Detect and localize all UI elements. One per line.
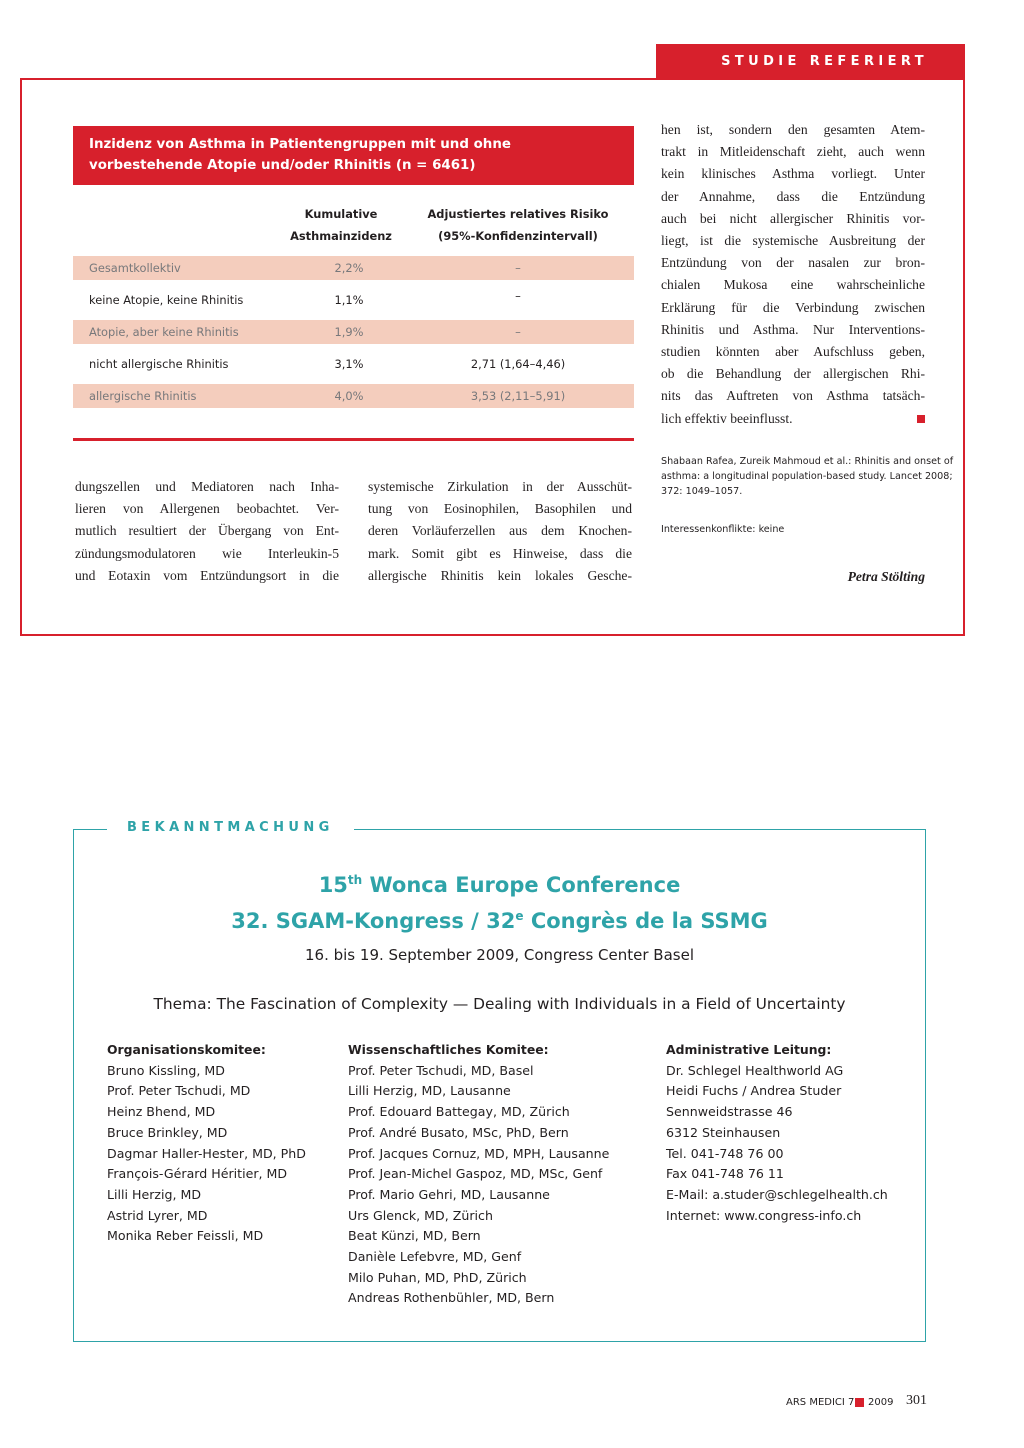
header-line: (95%-Konfidenzintervall) [438, 229, 598, 243]
email-address[interactable]: E-Mail: a.studer@schlegelhealth.ch [666, 1186, 888, 1202]
text-line: hen ist, sondern den gesamten Atem- [661, 122, 925, 137]
end-mark-icon [917, 415, 925, 423]
row-incidence: 1,9% [334, 325, 364, 339]
row-label: Atopie, aber keine Rhinitis [89, 325, 239, 339]
list-item: Prof. Jacques Cornuz, MD, MPH, Lausanne [348, 1145, 610, 1161]
row-label: Gesamtkollektiv [89, 261, 181, 275]
list-item: Urs Glenck, MD, Zürich [348, 1207, 493, 1223]
committee-heading: Wissenschaftliches Komitee: [348, 1042, 549, 1057]
table-title-line-1: Inzidenz von Asthma in Patientengruppen mit und ohne [89, 137, 511, 152]
table-title [73, 126, 634, 185]
admin-heading: Administrative Leitung: [666, 1042, 832, 1057]
conference-theme: Thema: The Fascination of Complexity — Dealing with Individuals in a Field of Uncertainty [153, 995, 846, 1013]
text-line: Erklärung für die Verbindung zwischen [661, 299, 925, 315]
text-line: lieren von Allergenen beobachtet. Ver- [75, 501, 339, 517]
row-risk: – [515, 289, 521, 303]
header-line: Asthmainzidenz [290, 229, 392, 243]
table-row [73, 288, 634, 312]
text-line: systemische Zirkulation in der Ausschüt- [368, 479, 632, 494]
list-item: Milo Puhan, MD, PhD, Zürich [348, 1269, 527, 1285]
list-item: Lilli Herzig, MD, Lausanne [348, 1083, 511, 1099]
list-item: Prof. Edouard Battegay, MD, Zürich [348, 1104, 570, 1120]
list-item: Heinz Bhend, MD [107, 1104, 216, 1120]
text-line: trakt in Mitleidenschaft zieht, auch wenn [661, 144, 925, 160]
text-line: liegt, ist die systemische Ausbreitung der [661, 233, 925, 249]
street-address: Sennweidstrasse 46 [666, 1104, 793, 1120]
organising-committee [107, 1040, 337, 1247]
reference-line: asthma: a longitudinal population-based study. Lancet 2008; [661, 471, 953, 482]
website-link[interactable]: Internet: www.congress-info.ch [666, 1207, 862, 1223]
table-col-header-incidence [283, 203, 399, 247]
conflicts-of-interest: Interessenkonflikte: keine [661, 524, 785, 535]
row-incidence: 1,1% [334, 293, 364, 307]
row-label: allergische Rhinitis [89, 389, 197, 403]
list-item: François-Gérard Héritier, MD [107, 1166, 288, 1182]
page-number: 301 [906, 1393, 927, 1408]
text-line: lich effektiv beeinflusst. [661, 410, 793, 426]
reference-line: Shabaan Rafea, Zureik Mahmoud et al.: Rhinitis and onset of [661, 456, 954, 467]
admin-contact [666, 1061, 921, 1227]
list-item: Prof. André Busato, MSc, PhD, Bern [348, 1124, 569, 1140]
row-label: nicht allergische Rhinitis [89, 357, 229, 371]
committee-members [348, 1061, 648, 1309]
announcement-label: BEKANNTMACHUNG [107, 816, 354, 840]
committee-heading: Organisationskomitee: [107, 1042, 266, 1057]
author-name: Petra Stölting [847, 569, 925, 584]
journal-name: ARS MEDICI 7 [786, 1397, 855, 1408]
text-line: chialen Mukosa eine wahrscheinliche [661, 277, 925, 293]
section-header [656, 44, 965, 79]
table-title-line-2: vorbestehende Atopie und/oder Rhinitis (n = 6461) [89, 158, 476, 173]
journal-year: 2009 [868, 1397, 894, 1408]
title-text: 32. SGAM-Kongress / 32 [231, 909, 516, 933]
table-row [73, 320, 634, 344]
page-footer [760, 1392, 928, 1412]
text-line: Entzündung von der nasalen zur bron- [661, 255, 925, 271]
row-risk: – [515, 261, 521, 275]
list-item: Beat Künzi, MD, Bern [348, 1228, 481, 1244]
table-row [73, 256, 634, 280]
company-name: Dr. Schlegel Healthworld AG [666, 1062, 844, 1078]
table-bottom-rule [73, 438, 634, 441]
list-item: Andreas Rothenbühler, MD, Bern [348, 1290, 555, 1306]
text-line: ob die Behandlung der allergischen Rhi- [661, 366, 925, 382]
list-item: Bruno Kissling, MD [107, 1062, 225, 1078]
list-item: Prof. Jean-Michel Gaspoz, MD, MSc, Genf [348, 1166, 603, 1182]
list-item: Prof. Peter Tschudi, MD, Basel [348, 1062, 534, 1078]
table-col-header-risk [413, 203, 623, 247]
text-line: Rhinitis und Asthma. Nur Interventions- [661, 321, 925, 337]
text-line: mutlich resultiert der Übergang von Ent- [75, 523, 339, 539]
committee-members [107, 1061, 337, 1247]
title-superscript: e [515, 909, 524, 923]
footer-square-icon [855, 1398, 864, 1407]
section-label: STUDIE REFERIERT [721, 54, 928, 69]
list-item: Prof. Peter Tschudi, MD [107, 1083, 251, 1099]
list-item: Monika Reber Feissli, MD [107, 1228, 264, 1244]
row-label: keine Atopie, keine Rhinitis [89, 293, 244, 307]
fax-number: Fax 041-748 76 11 [666, 1166, 784, 1182]
text-line: dungszellen und Mediatoren nach Inha- [75, 479, 339, 494]
list-item: Bruce Brinkley, MD [107, 1124, 228, 1140]
body-column-left [75, 476, 339, 587]
list-item: Lilli Herzig, MD [107, 1186, 202, 1202]
list-item: Dagmar Haller-Hester, MD, PhD [107, 1145, 306, 1161]
contact-persons: Heidi Fuchs / Andrea Studer [666, 1083, 842, 1099]
header-line: Adjustiertes relatives Risiko [427, 207, 609, 221]
title-superscript: th [347, 873, 363, 887]
table-row [73, 384, 634, 408]
phone-number: Tel. 041-748 76 00 [666, 1145, 784, 1161]
row-incidence: 4,0% [334, 389, 364, 403]
row-incidence: 3,1% [334, 357, 364, 371]
title-text: Congrès de la SSMG [523, 909, 768, 933]
text-line: allergische Rhinitis kein lokales Gesche- [368, 567, 632, 583]
list-item: Prof. Mario Gehri, MD, Lausanne [348, 1186, 550, 1202]
text-line: tung von Eosinophilen, Basophilen und [368, 501, 632, 517]
text-line: studien könnten aber Aufschluss geben, [661, 344, 925, 360]
text-line: mark. Somit gibt es Hinweise, dass die [368, 545, 632, 561]
text-line: auch bei nicht allergischer Rhinitis vor- [661, 210, 925, 226]
conference-date: 16. bis 19. September 2009, Congress Center Basel [305, 946, 694, 964]
body-column-right [661, 119, 925, 430]
text-line: deren Vorläuferzellen aus dem Knochen- [368, 523, 632, 539]
congress-title [73, 906, 926, 936]
text-line: und Eotaxin vom Entzündungsort in die [75, 567, 339, 583]
body-column-middle [368, 476, 632, 587]
text-line: zündungsmodulatoren wie Interleukin-5 [75, 545, 339, 561]
administrative-management [666, 1040, 921, 1226]
reference [661, 454, 954, 499]
row-risk: 3,53 (2,11–5,91) [470, 389, 566, 403]
reference-line: 372: 1049–1057. [661, 486, 743, 497]
text-line: der Annahme, dass die Entzündung [661, 188, 925, 204]
row-incidence: 2,2% [334, 261, 364, 275]
scientific-committee [348, 1040, 648, 1309]
list-item: Astrid Lyrer, MD [107, 1207, 208, 1223]
row-risk: 2,71 (1,64–4,46) [470, 357, 566, 371]
row-risk: – [515, 325, 521, 339]
table-row [73, 352, 634, 376]
city-address: 6312 Steinhausen [666, 1124, 781, 1140]
title-text: Wonca Europe Conference [362, 873, 681, 897]
conference-title [73, 870, 926, 900]
list-item: Danièle Lefebvre, MD, Genf [348, 1249, 522, 1265]
header-line: Kumulative [304, 207, 378, 221]
text-line: nits das Auftreten von Asthma tatsäch- [661, 388, 925, 404]
text-line: kein klinisches Asthma vorliegt. Unter [661, 166, 925, 182]
title-number: 15 [318, 873, 348, 897]
